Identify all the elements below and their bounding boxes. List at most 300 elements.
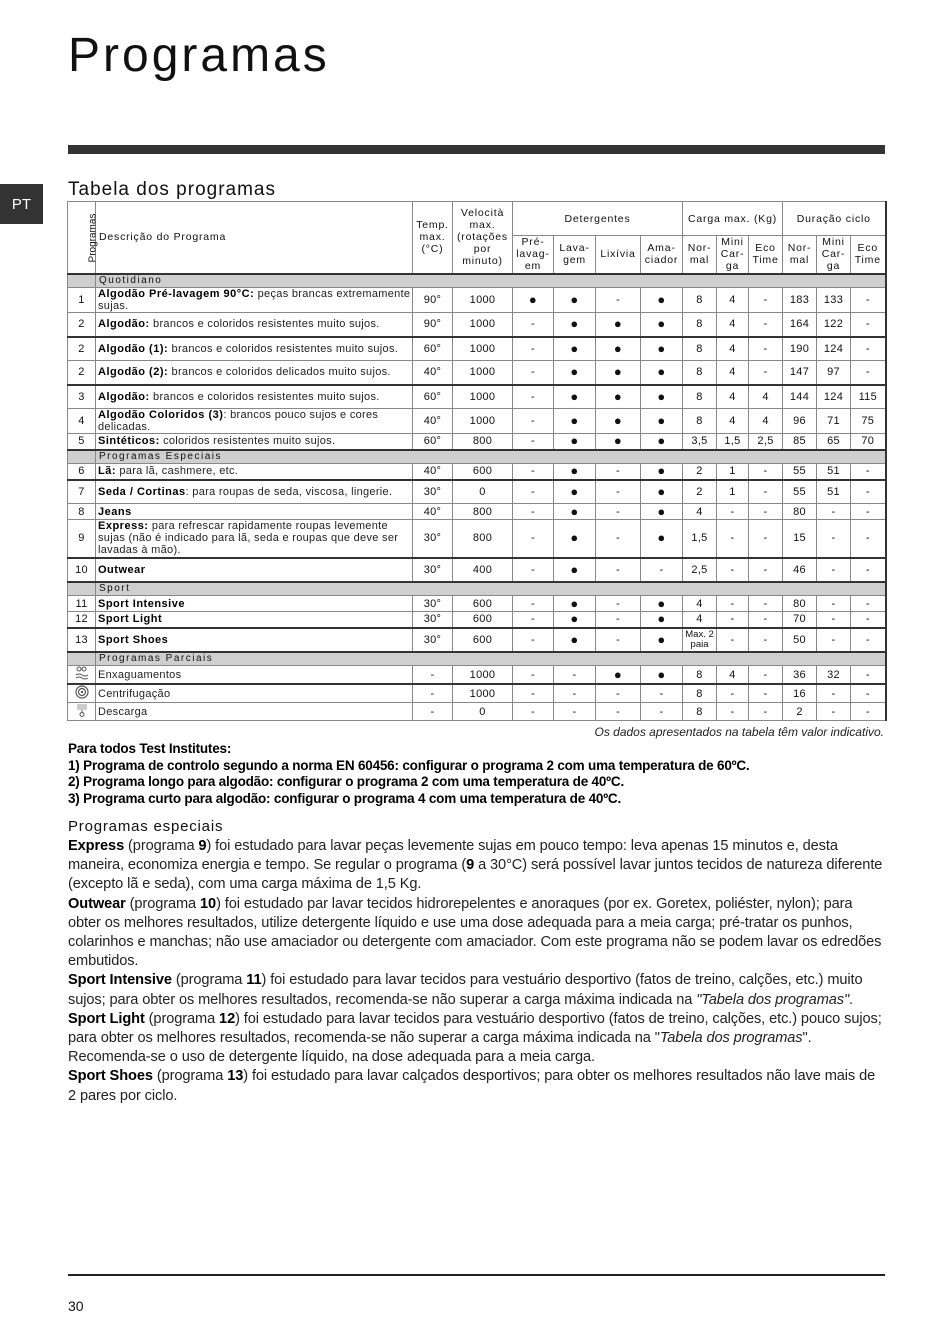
table-reference: Tabela dos programas [659,1030,803,1047]
program-number: 7 [68,480,96,504]
special-program-paragraph [68,971,886,1009]
program-number: 9 [198,838,207,854]
program-number: 2 [68,337,96,361]
cell-temp: 30° [413,596,453,612]
cell-temp: 60° [413,434,453,450]
header-duracao-mini: Mini Car-ga [817,236,851,274]
program-detail: brancos e coloridos resistentes muito sujos. [149,318,380,331]
cell-lav: ● [554,385,596,409]
cell-d-eco: - [851,520,886,558]
cell-ama: ● [641,361,683,385]
test-institutes-item: 2) Programa longo para algodão: configurar o programa 2 com uma temperatura de 40ºC. [68,774,625,789]
cell-temp: 40° [413,504,453,520]
cell-c-norm: 3,5 [683,434,717,450]
cell-d-norm: 147 [783,361,817,385]
cell-pre: - [513,504,554,520]
cell-lav: ● [554,480,596,504]
header-detergentes: Detergentes [513,202,683,236]
cell-pre: - [513,361,554,385]
program-number: 11 [246,972,262,989]
group-label: Quotidiano [96,274,886,288]
program-detail: Centrifugação [98,687,171,700]
program-description [96,385,413,409]
header-duracao-eco: Eco Time [851,236,886,274]
cell-lix: ● [596,337,641,361]
programs-table [67,201,887,721]
cell-d-mini: 122 [817,313,851,337]
cell-c-eco: - [749,504,783,520]
cell-d-norm: 183 [783,288,817,313]
cell-d-mini: - [817,628,851,652]
special-program-name: Sport Intensive [68,972,172,989]
program-number: 1 [68,288,96,313]
cell-speed: 800 [453,504,513,520]
program-description [96,288,413,313]
special-program-name: Outwear [68,895,126,912]
cell-d-norm: 70 [783,612,817,628]
cell-d-mini: 124 [817,337,851,361]
special-program-name: Express [68,838,125,854]
cell-d-eco: 70 [851,434,886,450]
cell-pre: - [513,337,554,361]
table-row [68,520,886,558]
program-name: Algodão Pré-lavagem 90°C: [98,288,255,300]
special-programs-body [68,837,886,1106]
cell-d-eco: 115 [851,385,886,409]
program-description [96,434,413,450]
cell-c-norm: 4 [683,596,717,612]
program-name: Outwear [98,563,146,576]
program-number: 10 [200,895,217,912]
program-description [96,313,413,337]
table-row [68,684,886,703]
cell-temp: 30° [413,480,453,504]
cell-c-eco: - [749,480,783,504]
cell-lav: ● [554,464,596,480]
cell-temp: 30° [413,558,453,582]
cell-c-mini: 4 [717,313,749,337]
program-detail: Enxaguamentos [98,668,182,681]
cell-d-mini: 51 [817,464,851,480]
text: (programa [144,1010,220,1027]
cell-speed: 600 [453,628,513,652]
cell-c-norm: 1,5 [683,520,717,558]
text: (programa [125,895,201,912]
cell-ama: ● [641,409,683,434]
table-row [68,558,886,582]
cell-ama: ● [641,464,683,480]
cell-c-mini: - [717,520,749,558]
cell-d-eco: - [851,612,886,628]
program-detail: Descarga [98,705,148,718]
header-carga: Carga max. (Kg) [683,202,783,236]
table-row [68,313,886,337]
table-row [68,628,886,652]
cell-temp: 30° [413,612,453,628]
special-program-paragraph [68,1067,886,1105]
test-institutes-item: 3) Programa curto para algodão: configurar o programa 4 com uma temperatura de 40ºC. [68,790,622,806]
cell-d-eco: - [851,703,886,721]
cell-pre: - [513,313,554,337]
cell-ama: ● [641,288,683,313]
cell-c-norm: 4 [683,612,717,628]
text: (programa [152,1068,228,1085]
program-number: 13 [68,628,96,652]
cell-lix: - [596,480,641,504]
program-description [96,480,413,504]
cell-c-mini: - [717,612,749,628]
cell-c-eco: - [749,361,783,385]
cell-lix: ● [596,313,641,337]
text: (programa [171,972,247,989]
text: ) foi estudado par lavar tecidos hidrorepelentes e anoraques (por ex. Goretex, poliéster, nylon); para obter os melhores resultados, utilize detergente líquido e use uma dose adequada para a meia carga; pré-tratar os punhos, colarinhos e manchas; não use amaciador ou detergente com amaciador. Com este programa não se podem lavar os edredões embutidos. [68,895,882,970]
program-name: Algodão: [98,318,150,331]
cell-lix: ● [596,434,641,450]
cell-speed: 0 [453,703,513,721]
spin-icon [68,684,96,703]
cell-c-mini: - [717,596,749,612]
table-row [68,504,886,520]
program-name: Algodão (1): [98,342,169,355]
cell-c-mini: - [717,703,749,721]
text: ) foi estudado para lavar peças levemente sujas em pouco tempo: leva apenas 15 minutos e, desta maneira, economiza energia e tempo. Se regular o programa ( [68,838,838,874]
cell-lav: ● [554,288,596,313]
cell-ama: ● [641,520,683,558]
program-name: Lã: [98,465,116,478]
table-row [68,596,886,612]
title-divider [68,145,885,154]
header-lavagem: Lava-gem [554,236,596,274]
cell-d-norm: 50 [783,628,817,652]
cell-c-mini: 4 [717,361,749,385]
cell-d-eco: - [851,628,886,652]
cell-lav: - [554,684,596,703]
program-description [96,337,413,361]
program-detail: para refrescar rapidamente roupas levemente sujas (não é indicado para lã, seda e roupas que deve ser lavadas à mão). [98,520,399,557]
cell-c-norm: Max. 2 paia [683,628,717,652]
program-detail: para lã, cashmere, etc. [116,465,239,478]
program-number: 3 [68,385,96,409]
cell-c-mini: 4 [717,409,749,434]
cell-speed: 600 [453,612,513,628]
cell-lix: - [596,558,641,582]
program-description [96,361,413,385]
cell-lix: ● [596,385,641,409]
cell-c-mini: 4 [717,385,749,409]
table-reference: "Tabela dos programas" [696,991,850,1008]
table-row [68,464,886,480]
cell-lix: - [596,612,641,628]
cell-lix: - [596,504,641,520]
cell-d-norm: 15 [783,520,817,558]
cell-speed: 1000 [453,361,513,385]
cell-speed: 800 [453,520,513,558]
group-label: Sport [96,582,886,596]
header-carga-mini: Mini Car-ga [717,236,749,274]
cell-d-norm: 190 [783,337,817,361]
cell-lav: ● [554,361,596,385]
program-number: 8 [68,504,96,520]
cell-d-norm: 55 [783,464,817,480]
cell-c-eco: 4 [749,385,783,409]
cell-pre: - [513,666,554,685]
program-detail: : para roupas de seda, viscosa, lingerie. [185,485,393,498]
cell-c-mini: - [717,684,749,703]
header-programas: Programas [68,202,96,274]
cell-ama: ● [641,628,683,652]
special-program-name: Sport Shoes [68,1068,153,1085]
cell-d-mini: 124 [817,385,851,409]
cell-lix: - [596,684,641,703]
cell-lav: ● [554,596,596,612]
program-number: 12 [68,612,96,628]
text: ". Recomenda-se o uso de detergente líquido, na dose adequada para a meia carga. [68,1030,812,1066]
program-number: 9 [466,857,475,874]
cell-temp: 60° [413,385,453,409]
cell-temp: - [413,684,453,703]
cell-c-mini: - [717,628,749,652]
header-pre-lavagem: Pré-lavag-em [513,236,554,274]
cell-temp: 90° [413,288,453,313]
cell-temp: - [413,703,453,721]
cell-speed: 1000 [453,313,513,337]
program-number: 2 [68,361,96,385]
cell-c-norm: 8 [683,666,717,685]
cell-c-eco: - [749,558,783,582]
cell-c-mini: 4 [717,288,749,313]
cell-temp: 30° [413,628,453,652]
cell-c-mini: 1,5 [717,434,749,450]
cell-d-eco: - [851,464,886,480]
cell-ama: ● [641,504,683,520]
cell-speed: 1000 [453,684,513,703]
cell-d-mini: 51 [817,480,851,504]
cell-d-norm: 144 [783,385,817,409]
cell-lix: ● [596,361,641,385]
rinse-icon [68,666,96,685]
group-row [68,652,886,666]
table-row [68,666,886,685]
program-detail: : brancos pouco sujos e cores delicadas. [98,409,379,433]
cell-d-mini: 32 [817,666,851,685]
cell-c-eco: 2,5 [749,434,783,450]
cell-c-eco: - [749,612,783,628]
table-row [68,288,886,313]
cell-lav: ● [554,558,596,582]
group-spacer [68,274,96,288]
cell-pre: - [513,464,554,480]
cell-d-mini: 133 [817,288,851,313]
cell-temp: 90° [413,313,453,337]
cell-lix: - [596,288,641,313]
cell-c-mini: 1 [717,464,749,480]
cell-temp: 60° [413,337,453,361]
header-descricao: Descrição do Programa [96,202,413,274]
cell-lav: - [554,666,596,685]
cell-ama: ● [641,434,683,450]
cell-d-eco: - [851,288,886,313]
cell-d-mini: - [817,504,851,520]
cell-d-mini: 97 [817,361,851,385]
cell-d-mini: - [817,596,851,612]
cell-pre: - [513,409,554,434]
cell-d-eco: - [851,361,886,385]
program-description [96,666,413,685]
text: a 30°C) será possível lavar juntos tecidos de natureza diferente (excepto lã e seda), com uma carga máxima de 1,5 Kg. [68,857,883,893]
cell-c-norm: 8 [683,409,717,434]
table-row [68,361,886,385]
program-detail: brancos e coloridos resistentes muito sujos. [168,342,399,355]
program-number: 4 [68,409,96,434]
cell-d-eco: - [851,504,886,520]
cell-lav: ● [554,337,596,361]
cell-temp: 40° [413,464,453,480]
cell-temp: - [413,666,453,685]
cell-temp: 40° [413,409,453,434]
special-program-name: Sport Light [68,1010,145,1027]
cell-lav: ● [554,628,596,652]
text: (programa [124,838,199,854]
cell-d-norm: 46 [783,558,817,582]
cell-temp: 30° [413,520,453,558]
page-number: 30 [68,1298,84,1314]
cell-speed: 600 [453,596,513,612]
cell-c-eco: - [749,313,783,337]
program-name: Algodão (2): [98,366,169,379]
program-description [96,612,413,628]
cell-d-mini: - [817,558,851,582]
cell-speed: 1000 [453,385,513,409]
group-label: Programas Parciais [96,652,886,666]
program-detail: brancos e coloridos delicados muito sujos. [168,366,391,379]
cell-d-norm: 96 [783,409,817,434]
group-label: Programas Especiais [96,450,886,464]
cell-c-mini: - [717,504,749,520]
cell-speed: 600 [453,464,513,480]
cell-c-mini: 1 [717,480,749,504]
cell-c-eco: - [749,666,783,685]
cell-ama: - [641,558,683,582]
cell-lix: ● [596,409,641,434]
text: ) foi estudado para lavar calçados desportivos; para obter os melhores resultados não lave mais de 2 pares por ciclo. [68,1068,876,1104]
program-name: Sport Light [98,613,163,626]
program-description [96,596,413,612]
program-description [96,558,413,582]
cell-lav: ● [554,612,596,628]
cell-c-eco: - [749,703,783,721]
cell-c-eco: - [749,684,783,703]
program-number: 2 [68,313,96,337]
cell-speed: 400 [453,558,513,582]
program-description [96,520,413,558]
cell-c-eco: - [749,628,783,652]
page-title: Programas [68,29,330,82]
cell-pre: - [513,596,554,612]
cell-d-eco: - [851,337,886,361]
text: ) foi estudado para lavar tecidos para vestuário desportivo (fatos de treino, calções, etc.) pouco sujos; para obter os melhores resultados, recomenda-se não superar a carga máxima indicada na " [68,1010,882,1047]
cell-pre: - [513,385,554,409]
cell-d-mini: 71 [817,409,851,434]
header-amaciador: Ama-ciador [641,236,683,274]
cell-ama: - [641,703,683,721]
cell-d-eco: - [851,596,886,612]
cell-speed: 0 [453,480,513,504]
cell-d-mini: - [817,520,851,558]
text: . [849,991,854,1008]
cell-ama: ● [641,666,683,685]
cell-d-norm: 2 [783,703,817,721]
header-carga-eco: Eco Time [749,236,783,274]
cell-speed: 1000 [453,337,513,361]
cell-pre: - [513,628,554,652]
group-row [68,582,886,596]
table-row [68,703,886,721]
special-program-paragraph [68,895,886,972]
cell-temp: 40° [413,361,453,385]
cell-c-mini: 4 [717,666,749,685]
program-detail: brancos e coloridos resistentes muito sujos. [149,390,380,403]
cell-pre: - [513,558,554,582]
cell-lav: ● [554,313,596,337]
special-program-paragraph [68,1010,886,1068]
cell-ama: - [641,684,683,703]
program-number: 6 [68,464,96,480]
cell-d-eco: - [851,313,886,337]
group-spacer [68,652,96,666]
program-name: Express: [98,520,149,533]
test-institutes-block [68,741,749,807]
cell-d-norm: 36 [783,666,817,685]
cell-c-norm: 2,5 [683,558,717,582]
table-row [68,612,886,628]
group-row [68,450,886,464]
cell-ama: ● [641,596,683,612]
cell-lix: - [596,628,641,652]
program-name: Seda / Cortinas [98,485,186,498]
header-temp: Temp. max. (°C) [413,202,453,274]
test-institutes-item: 1) Programa de controlo segundo a norma EN 60456: configurar o programa 2 com uma temperatura de 60ºC. [68,757,750,773]
cell-d-norm: 80 [783,596,817,612]
cell-d-eco: 75 [851,409,886,434]
program-number: 11 [68,596,96,612]
cell-pre: - [513,703,554,721]
header-carga-normal: Nor-mal [683,236,717,274]
group-spacer [68,450,96,464]
text: ) foi estudado para lavar tecidos para vestuário desportivo (fatos de treino, calções, etc.) muito sujos; para obter os melhores resultados, recomenda-se não superar a carga máxima indicada na [68,972,863,1008]
program-number: 13 [227,1068,244,1085]
table-row [68,337,886,361]
cell-c-eco: - [749,520,783,558]
cell-speed: 1000 [453,666,513,685]
section-title: Tabela dos programas [68,179,276,200]
cell-lix: - [596,596,641,612]
program-description [96,684,413,703]
cell-speed: 1000 [453,288,513,313]
table-row [68,385,886,409]
cell-lix: - [596,703,641,721]
program-name: Sport Intensive [98,597,185,610]
cell-lav: ● [554,434,596,450]
cell-c-mini: 4 [717,337,749,361]
program-name: Sintéticos: [98,435,160,448]
cell-d-eco: - [851,480,886,504]
program-description [96,464,413,480]
special-programs-title: Programas especiais [68,818,224,835]
test-institutes-heading: Para todos Test Institutes: [68,741,232,756]
special-program-paragraph [68,837,886,895]
cell-pre: ● [513,288,554,313]
cell-d-eco: - [851,684,886,703]
